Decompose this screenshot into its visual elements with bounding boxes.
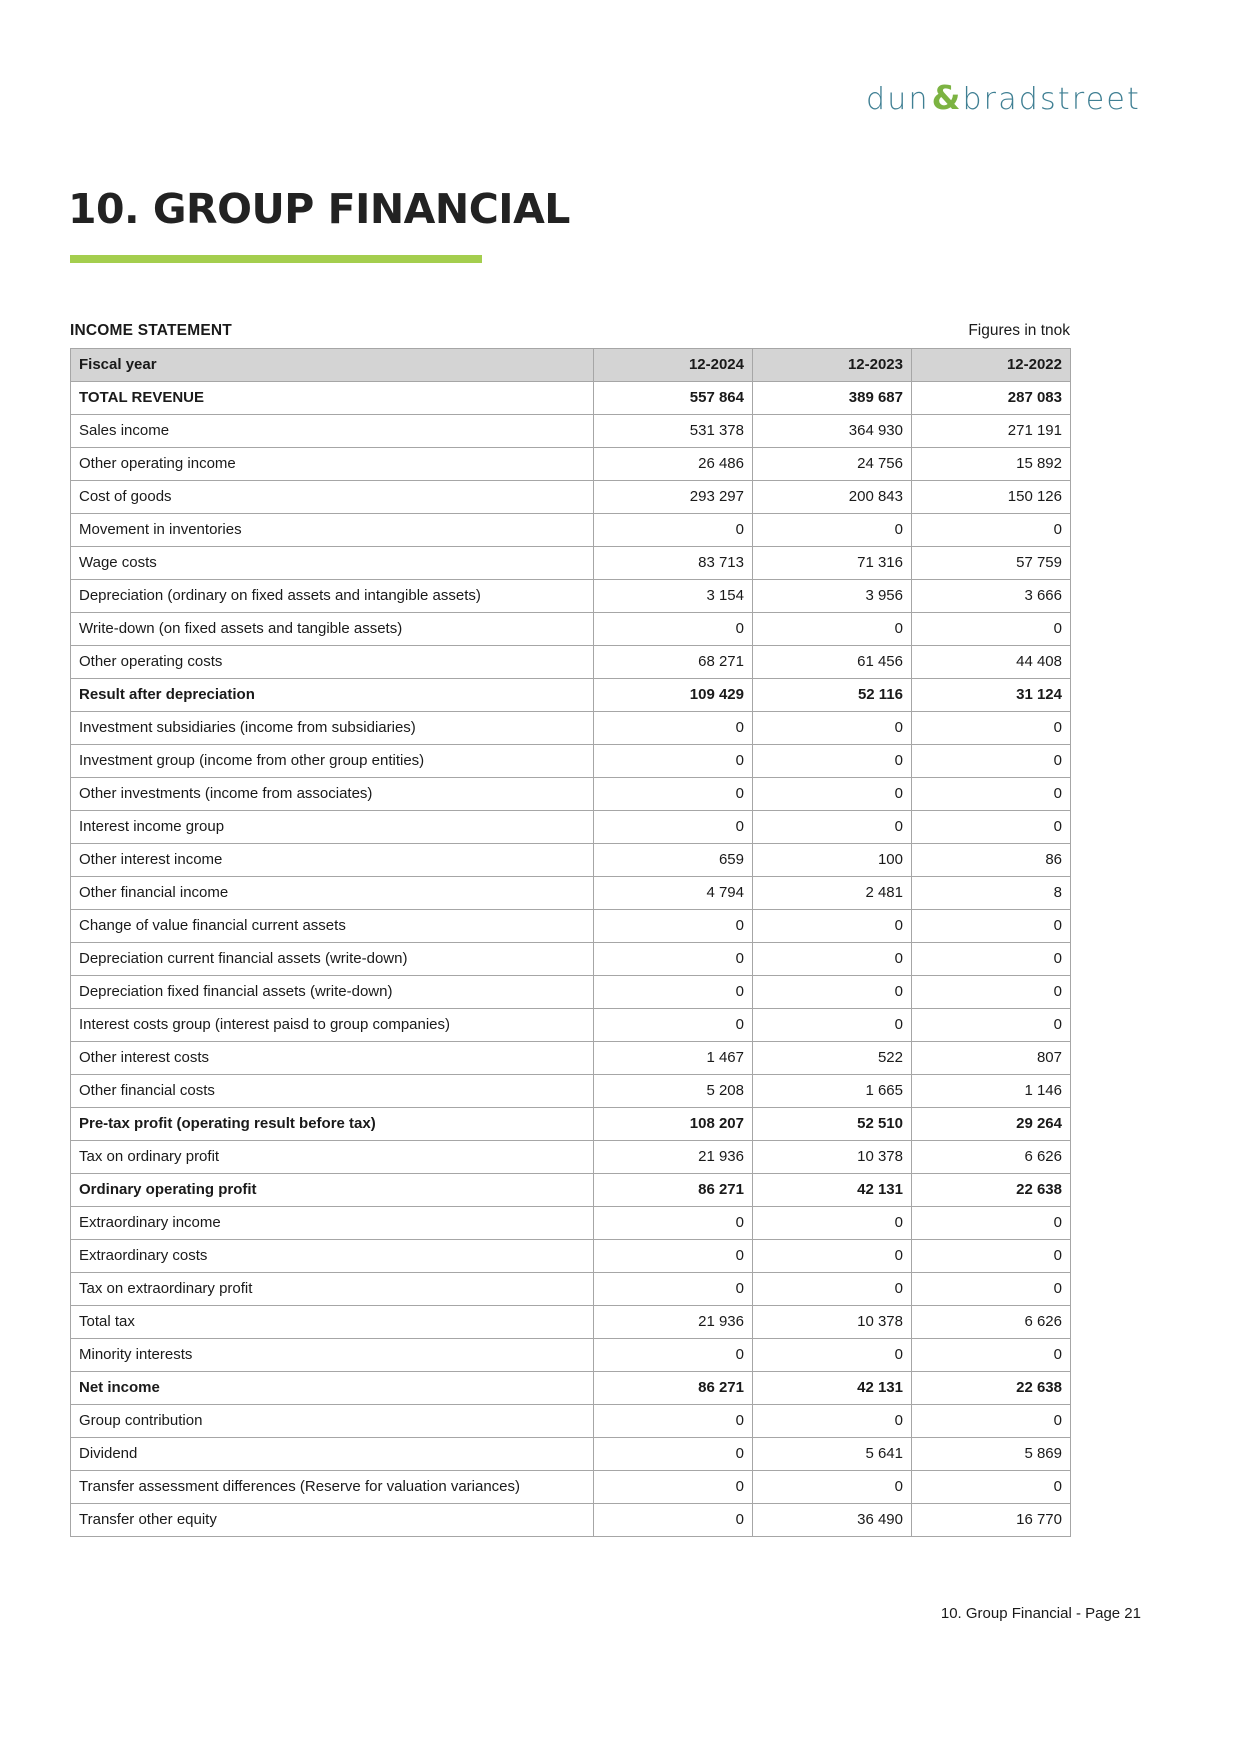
row-value: 86 271 bbox=[594, 1372, 753, 1405]
row-value: 0 bbox=[753, 943, 912, 976]
row-value: 287 083 bbox=[912, 382, 1071, 415]
row-value: 5 641 bbox=[753, 1438, 912, 1471]
row-value: 61 456 bbox=[753, 646, 912, 679]
row-label: Interest income group bbox=[71, 811, 594, 844]
row-value: 0 bbox=[912, 910, 1071, 943]
table-row bbox=[71, 712, 1071, 745]
table-row bbox=[71, 415, 1071, 448]
row-label: Other operating costs bbox=[71, 646, 594, 679]
table-row bbox=[71, 1108, 1071, 1141]
table-row bbox=[71, 1042, 1071, 1075]
row-value: 0 bbox=[912, 1207, 1071, 1240]
row-value: 0 bbox=[594, 811, 753, 844]
row-value: 8 bbox=[912, 877, 1071, 910]
table-head bbox=[71, 349, 1071, 382]
row-label: Depreciation fixed financial assets (write-down) bbox=[71, 976, 594, 1009]
row-value: 0 bbox=[912, 712, 1071, 745]
row-value: 0 bbox=[594, 1207, 753, 1240]
row-label: Extraordinary income bbox=[71, 1207, 594, 1240]
row-value: 0 bbox=[594, 778, 753, 811]
row-value: 5 208 bbox=[594, 1075, 753, 1108]
row-value: 0 bbox=[912, 1240, 1071, 1273]
row-label: Transfer other equity bbox=[71, 1504, 594, 1537]
row-value: 0 bbox=[912, 778, 1071, 811]
table-row bbox=[71, 382, 1071, 415]
row-value: 52 510 bbox=[753, 1108, 912, 1141]
row-value: 0 bbox=[753, 1339, 912, 1372]
row-value: 0 bbox=[912, 811, 1071, 844]
row-value: 21 936 bbox=[594, 1306, 753, 1339]
table-row bbox=[71, 1471, 1071, 1504]
table-body bbox=[71, 382, 1071, 1537]
row-value: 200 843 bbox=[753, 481, 912, 514]
row-value: 0 bbox=[594, 1273, 753, 1306]
row-value: 42 131 bbox=[753, 1174, 912, 1207]
row-value: 0 bbox=[753, 910, 912, 943]
row-value: 3 956 bbox=[753, 580, 912, 613]
row-value: 83 713 bbox=[594, 547, 753, 580]
row-label: Other financial costs bbox=[71, 1075, 594, 1108]
row-value: 29 264 bbox=[912, 1108, 1071, 1141]
table-row bbox=[71, 811, 1071, 844]
row-label: Tax on extraordinary profit bbox=[71, 1273, 594, 1306]
row-value: 1 146 bbox=[912, 1075, 1071, 1108]
row-value: 22 638 bbox=[912, 1174, 1071, 1207]
row-label: Other investments (income from associates) bbox=[71, 778, 594, 811]
row-label: Other operating income bbox=[71, 448, 594, 481]
table-row bbox=[71, 514, 1071, 547]
income-statement-table-wrapper bbox=[70, 348, 1070, 1537]
table-row bbox=[71, 1339, 1071, 1372]
row-label: Transfer assessment differences (Reserve for valuation variances) bbox=[71, 1471, 594, 1504]
row-value: 0 bbox=[753, 811, 912, 844]
row-label: Wage costs bbox=[71, 547, 594, 580]
row-label: Other interest income bbox=[71, 844, 594, 877]
row-value: 0 bbox=[912, 943, 1071, 976]
row-value: 0 bbox=[594, 1438, 753, 1471]
row-value: 0 bbox=[753, 1009, 912, 1042]
row-value: 36 490 bbox=[753, 1504, 912, 1537]
row-label: Depreciation (ordinary on fixed assets and intangible assets) bbox=[71, 580, 594, 613]
logo-ampersand-icon: & bbox=[931, 78, 961, 117]
row-value: 364 930 bbox=[753, 415, 912, 448]
row-value: 71 316 bbox=[753, 547, 912, 580]
row-value: 0 bbox=[594, 1471, 753, 1504]
row-value: 0 bbox=[594, 910, 753, 943]
table-row bbox=[71, 679, 1071, 712]
row-value: 0 bbox=[594, 613, 753, 646]
row-label: Investment subsidiaries (income from subsidiaries) bbox=[71, 712, 594, 745]
row-value: 0 bbox=[753, 745, 912, 778]
table-row bbox=[71, 1504, 1071, 1537]
row-label: Interest costs group (interest paisd to group companies) bbox=[71, 1009, 594, 1042]
row-value: 1 467 bbox=[594, 1042, 753, 1075]
row-value: 22 638 bbox=[912, 1372, 1071, 1405]
row-value: 0 bbox=[594, 1504, 753, 1537]
row-value: 0 bbox=[594, 1240, 753, 1273]
row-value: 21 936 bbox=[594, 1141, 753, 1174]
table-row bbox=[71, 547, 1071, 580]
row-value: 15 892 bbox=[912, 448, 1071, 481]
row-value: 293 297 bbox=[594, 481, 753, 514]
row-label: Movement in inventories bbox=[71, 514, 594, 547]
row-value: 389 687 bbox=[753, 382, 912, 415]
figures-units-note: Figures in tnok bbox=[968, 322, 1070, 339]
row-value: 3 666 bbox=[912, 580, 1071, 613]
row-value: 522 bbox=[753, 1042, 912, 1075]
row-value: 557 864 bbox=[594, 382, 753, 415]
row-label: Other interest costs bbox=[71, 1042, 594, 1075]
column-header-year-3: 12-2022 bbox=[912, 349, 1071, 382]
table-row bbox=[71, 646, 1071, 679]
row-value: 57 759 bbox=[912, 547, 1071, 580]
row-label: Group contribution bbox=[71, 1405, 594, 1438]
row-value: 2 481 bbox=[753, 877, 912, 910]
row-value: 150 126 bbox=[912, 481, 1071, 514]
table-row bbox=[71, 1141, 1071, 1174]
income-statement-table bbox=[70, 348, 1071, 1537]
row-value: 271 191 bbox=[912, 415, 1071, 448]
row-value: 0 bbox=[753, 1207, 912, 1240]
table-row bbox=[71, 745, 1071, 778]
row-value: 0 bbox=[594, 943, 753, 976]
row-value: 0 bbox=[753, 1273, 912, 1306]
row-value: 0 bbox=[753, 1471, 912, 1504]
row-value: 0 bbox=[912, 745, 1071, 778]
row-value: 0 bbox=[912, 1471, 1071, 1504]
column-header-year-2: 12-2023 bbox=[753, 349, 912, 382]
table-row bbox=[71, 1405, 1071, 1438]
table-row bbox=[71, 778, 1071, 811]
row-value: 0 bbox=[753, 778, 912, 811]
row-value: 0 bbox=[594, 1339, 753, 1372]
table-row bbox=[71, 1273, 1071, 1306]
table-row bbox=[71, 1306, 1071, 1339]
page-footer: 10. Group Financial - Page 21 bbox=[940, 1605, 1141, 1622]
row-value: 0 bbox=[594, 976, 753, 1009]
row-label: Change of value financial current assets bbox=[71, 910, 594, 943]
table-row bbox=[71, 844, 1071, 877]
row-value: 0 bbox=[594, 745, 753, 778]
row-label: Ordinary operating profit bbox=[71, 1174, 594, 1207]
row-value: 0 bbox=[912, 1339, 1071, 1372]
row-label: Depreciation current financial assets (write-down) bbox=[71, 943, 594, 976]
table-row bbox=[71, 448, 1071, 481]
row-value: 0 bbox=[912, 1405, 1071, 1438]
column-header-fiscal-year: Fiscal year bbox=[71, 349, 594, 382]
row-label: Cost of goods bbox=[71, 481, 594, 514]
row-label: Minority interests bbox=[71, 1339, 594, 1372]
row-value: 31 124 bbox=[912, 679, 1071, 712]
row-value: 0 bbox=[912, 976, 1071, 1009]
row-label: Other financial income bbox=[71, 877, 594, 910]
row-value: 0 bbox=[753, 1240, 912, 1273]
table-row bbox=[71, 1075, 1071, 1108]
column-header-year-1: 12-2024 bbox=[594, 349, 753, 382]
table-header-row bbox=[71, 349, 1071, 382]
row-value: 0 bbox=[912, 613, 1071, 646]
row-value: 68 271 bbox=[594, 646, 753, 679]
dun-bradstreet-logo bbox=[866, 78, 1141, 117]
row-label: Investment group (income from other group entities) bbox=[71, 745, 594, 778]
row-label: Dividend bbox=[71, 1438, 594, 1471]
logo-text-dun: dun bbox=[865, 82, 930, 117]
table-row bbox=[71, 976, 1071, 1009]
row-value: 24 756 bbox=[753, 448, 912, 481]
row-label: Tax on ordinary profit bbox=[71, 1141, 594, 1174]
row-value: 0 bbox=[912, 1273, 1071, 1306]
row-value: 52 116 bbox=[753, 679, 912, 712]
row-value: 86 bbox=[912, 844, 1071, 877]
row-label: Sales income bbox=[71, 415, 594, 448]
row-label: Write-down (on fixed assets and tangible assets) bbox=[71, 613, 594, 646]
row-value: 0 bbox=[594, 1009, 753, 1042]
row-label: Pre-tax profit (operating result before tax) bbox=[71, 1108, 594, 1141]
row-value: 3 154 bbox=[594, 580, 753, 613]
row-label: Result after depreciation bbox=[71, 679, 594, 712]
table-row bbox=[71, 1207, 1071, 1240]
row-value: 10 378 bbox=[753, 1141, 912, 1174]
row-value: 26 486 bbox=[594, 448, 753, 481]
row-value: 659 bbox=[594, 844, 753, 877]
table-row bbox=[71, 580, 1071, 613]
table-row bbox=[71, 1174, 1071, 1207]
row-value: 0 bbox=[753, 712, 912, 745]
section-header bbox=[70, 322, 1070, 340]
row-label: Total tax bbox=[71, 1306, 594, 1339]
row-value: 0 bbox=[753, 514, 912, 547]
row-value: 0 bbox=[594, 1405, 753, 1438]
row-value: 1 665 bbox=[753, 1075, 912, 1108]
row-value: 16 770 bbox=[912, 1504, 1071, 1537]
row-value: 0 bbox=[753, 976, 912, 1009]
section-heading: INCOME STATEMENT bbox=[70, 322, 232, 339]
row-value: 109 429 bbox=[594, 679, 753, 712]
row-value: 86 271 bbox=[594, 1174, 753, 1207]
table-row bbox=[71, 1240, 1071, 1273]
row-value: 42 131 bbox=[753, 1372, 912, 1405]
row-value: 0 bbox=[753, 613, 912, 646]
row-value: 0 bbox=[912, 1009, 1071, 1042]
table-row bbox=[71, 613, 1071, 646]
title-underline-rule bbox=[70, 255, 482, 263]
table-row bbox=[71, 1009, 1071, 1042]
table-row bbox=[71, 481, 1071, 514]
row-label: TOTAL REVENUE bbox=[71, 382, 594, 415]
table-row bbox=[71, 877, 1071, 910]
row-value: 0 bbox=[753, 1405, 912, 1438]
row-value: 6 626 bbox=[912, 1141, 1071, 1174]
table-row bbox=[71, 943, 1071, 976]
row-value: 6 626 bbox=[912, 1306, 1071, 1339]
table-row bbox=[71, 910, 1071, 943]
row-value: 100 bbox=[753, 844, 912, 877]
table-row bbox=[71, 1372, 1071, 1405]
row-value: 0 bbox=[912, 514, 1071, 547]
row-value: 5 869 bbox=[912, 1438, 1071, 1471]
row-value: 0 bbox=[594, 514, 753, 547]
row-value: 108 207 bbox=[594, 1108, 753, 1141]
row-value: 531 378 bbox=[594, 415, 753, 448]
row-value: 0 bbox=[594, 712, 753, 745]
logo-text-bradstreet: bradstreet bbox=[962, 82, 1141, 117]
row-value: 4 794 bbox=[594, 877, 753, 910]
row-label: Extraordinary costs bbox=[71, 1240, 594, 1273]
row-label: Net income bbox=[71, 1372, 594, 1405]
row-value: 807 bbox=[912, 1042, 1071, 1075]
row-value: 10 378 bbox=[753, 1306, 912, 1339]
page-title: 10. GROUP FINANCIAL bbox=[68, 185, 570, 233]
row-value: 44 408 bbox=[912, 646, 1071, 679]
table-row bbox=[71, 1438, 1071, 1471]
